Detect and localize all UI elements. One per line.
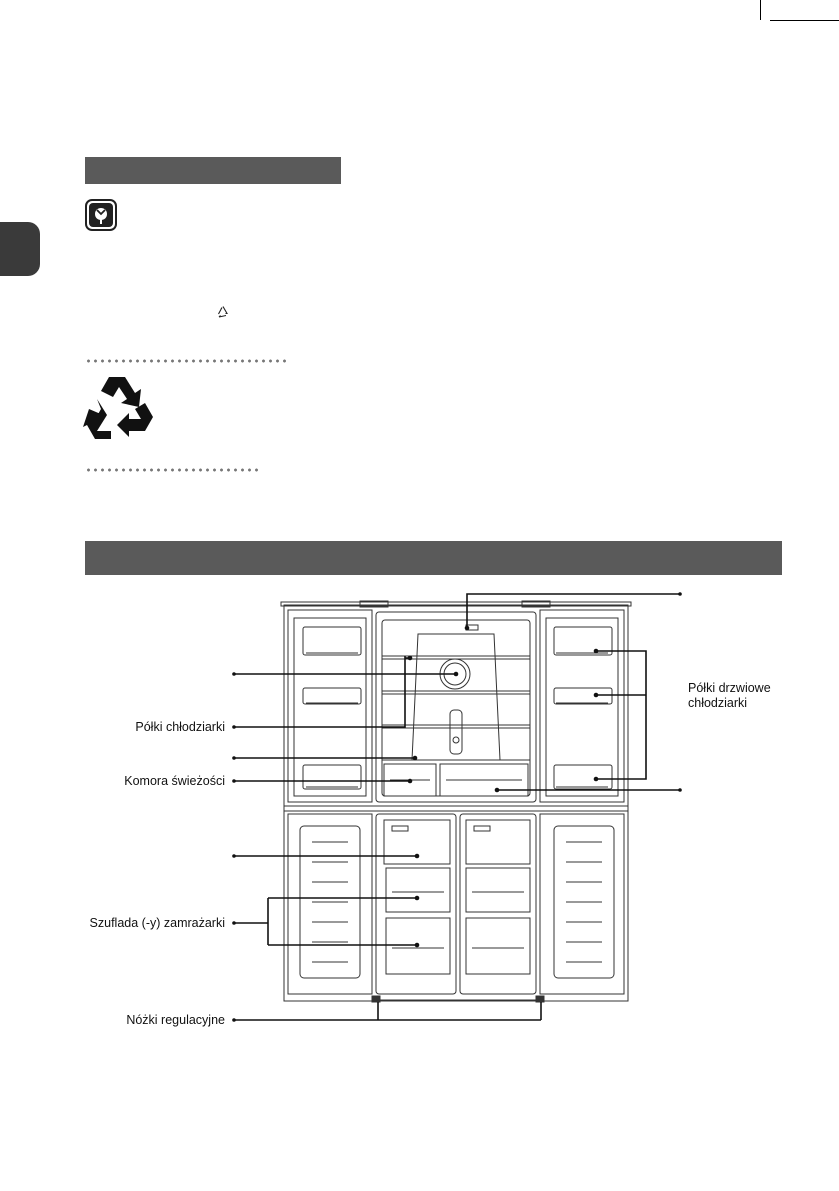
- section-header-bar-short: [85, 157, 341, 184]
- dotted-separator-top: [85, 359, 290, 363]
- flower-hazard-icon: [85, 199, 117, 231]
- label-freezer-drawers: Szuflada (-y) zamrażarki: [89, 916, 225, 930]
- side-tab: [0, 222, 40, 276]
- dotted-separator-bottom: [85, 468, 260, 472]
- label-fridge-shelves: Półki chłodziarki: [135, 720, 225, 734]
- label-crisper: Komora świeżości: [124, 774, 225, 788]
- crop-mark-top-horizontal: [770, 20, 839, 21]
- label-adjustable-feet: Nóżki regulacyjne: [126, 1013, 225, 1027]
- recycle-icon: [83, 373, 155, 443]
- small-recycle-icon: [216, 305, 230, 319]
- fridge-diagram: [0, 585, 839, 1035]
- section-header-bar-wide: [85, 541, 782, 575]
- label-door-shelves-line1: Półki drzwiowe: [688, 681, 771, 695]
- label-door-shelves-line2: chłodziarki: [688, 696, 748, 710]
- crop-mark-top: [760, 0, 761, 20]
